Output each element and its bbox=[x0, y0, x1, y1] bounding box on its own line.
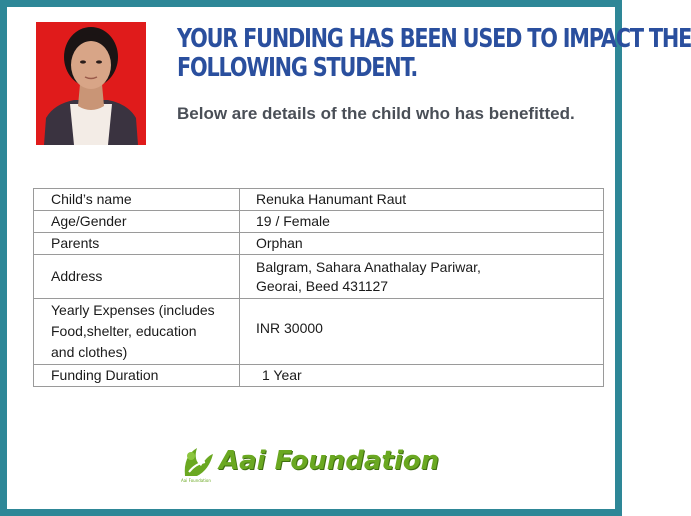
headline-line-1: YOUR FUNDING HAS BEEN USED TO IMPACT THE bbox=[177, 24, 691, 54]
expenses-label-line-1: Yearly Expenses (includes bbox=[51, 302, 215, 318]
student-details-table bbox=[33, 188, 604, 387]
row-value: 19 / Female bbox=[240, 211, 604, 233]
row-label: Funding Duration bbox=[34, 365, 240, 387]
headline-line-2: FOLLOWING STUDENT. bbox=[177, 53, 418, 83]
logo-wordmark: Aai Foundation bbox=[219, 446, 440, 476]
table-row bbox=[34, 365, 604, 387]
row-label: Child’s name bbox=[34, 189, 240, 211]
aai-foundation-logo bbox=[179, 442, 454, 484]
row-label: Address bbox=[34, 255, 240, 299]
row-value bbox=[240, 255, 604, 299]
row-value: Orphan bbox=[240, 233, 604, 255]
row-value: Renuka Hanumant Raut bbox=[240, 189, 604, 211]
expenses-label-line-2: Food,shelter, education bbox=[51, 323, 197, 339]
table-row bbox=[34, 211, 604, 233]
table-row bbox=[34, 299, 604, 365]
student-portrait-image bbox=[36, 22, 146, 145]
headline bbox=[177, 24, 691, 83]
row-label: Parents bbox=[34, 233, 240, 255]
table-row bbox=[34, 255, 604, 299]
address-line-1: Balgram, Sahara Anathalay Pariwar, bbox=[256, 258, 481, 275]
table-row bbox=[34, 233, 604, 255]
row-label bbox=[34, 299, 240, 365]
row-label: Age/Gender bbox=[34, 211, 240, 233]
table-row bbox=[34, 189, 604, 211]
row-value: INR 30000 bbox=[240, 299, 604, 365]
logo-tagline: Aai Foundation bbox=[181, 478, 211, 483]
subheading: Below are details of the child who has benefitted. bbox=[177, 104, 575, 123]
student-photo bbox=[36, 22, 146, 145]
address-line-2: Georai, Beed 431127 bbox=[256, 277, 389, 294]
expenses-label-line-3: and clothes) bbox=[51, 344, 128, 360]
row-value: 1 Year bbox=[240, 365, 604, 387]
